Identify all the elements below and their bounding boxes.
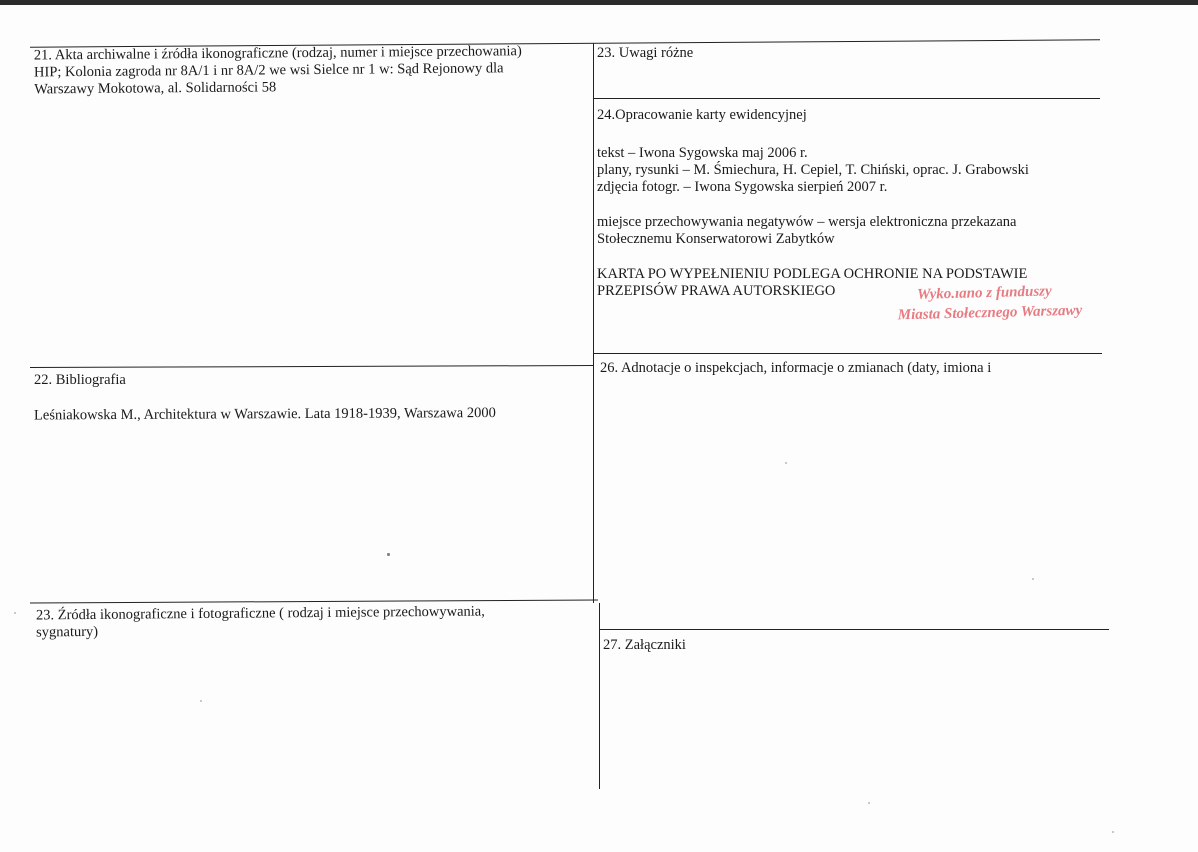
rule-21-22 [30, 365, 594, 368]
section-23-left [36, 603, 596, 642]
section-23-right-heading: 23. Uwagi różne [597, 45, 694, 61]
section-22-heading: 22. Bibliografia [34, 372, 126, 388]
bibliography-entry: Leśniakowska M., Architektura w Warszawie. Lata 1918-1939, Warszawa 2000 [33, 405, 496, 424]
text-credit: tekst – Iwona Sygowska maj 2006 r. [597, 145, 808, 161]
section-24-heading: 24.Opracowanie karty ewidencyjnej [597, 107, 807, 123]
scan-speck [387, 553, 390, 556]
scan-speck [1032, 578, 1034, 580]
section-26-heading: 26. Adnotacje o inspekcjach, informacje o zmianach (daty, imiona i [600, 360, 992, 376]
photos-credit: zdjęcia fotogr. – Iwona Sygowska sierpień 2007 r. [597, 179, 888, 195]
center-divider [593, 43, 594, 603]
section-23-left-heading-2: sygnatury) [36, 623, 99, 641]
stamp-line-2: Miasta Stołecznego Warszawy [897, 302, 1083, 324]
section-21-heading: 21. Akta archiwalne i źródła ikonograficzne (rodzaj, numer i miejsce przechowania) [33, 43, 522, 64]
scan-speck [785, 462, 787, 464]
scan-speck [1112, 831, 1114, 833]
stamp-line-1: Wyko.ıano z funduszy [916, 283, 1052, 303]
funding-stamp [820, 281, 1083, 328]
section-23-right [597, 45, 1097, 62]
copyright-line-2: PRZEPISÓW PRAWA AUTORSKIEGO [597, 283, 836, 299]
section-22 [34, 372, 589, 423]
rule-23-24 [594, 98, 1100, 99]
section-21-line-2: Warszawy Mokotowa, al. Solidarności 58 [34, 79, 277, 98]
scan-speck [14, 612, 16, 614]
negatives-line-2: Stołecznemu Konserwatorowi Zabytków [597, 231, 835, 247]
rule-24-26 [594, 353, 1102, 354]
section-27 [603, 637, 1103, 654]
plans-credit: plany, rysunki – M. Śmiechura, H. Cepiel, T. Chiński, oprac. J. Grabowski [597, 162, 1029, 178]
scan-speck [200, 700, 202, 702]
scan-speck [868, 802, 870, 804]
section-26 [600, 360, 1100, 377]
form-page [0, 5, 1198, 852]
section-23-left-heading-1: 23. Źródła ikonograficzne i fotograficzne ( rodzaj i miejsce przechowywania, [35, 603, 485, 624]
section-24 [597, 107, 1097, 300]
section-21 [34, 43, 594, 99]
center-divider-lower [599, 603, 600, 789]
rule-26-27 [599, 629, 1109, 630]
section-27-heading: 27. Załączniki [603, 637, 686, 653]
copyright-line-1: KARTA PO WYPEŁNIENIU PODLEGA OCHRONIE NA PODSTAWIE [597, 266, 1028, 282]
section-21-line-1: HIP; Kolonia zagroda nr 8A/1 i nr 8A/2 we wsi Sielce nr 1 w: Sąd Rejonowy dla [33, 60, 504, 81]
negatives-line-1: miejsce przechowywania negatywów – wersja elektroniczna przekazana [597, 214, 1017, 230]
